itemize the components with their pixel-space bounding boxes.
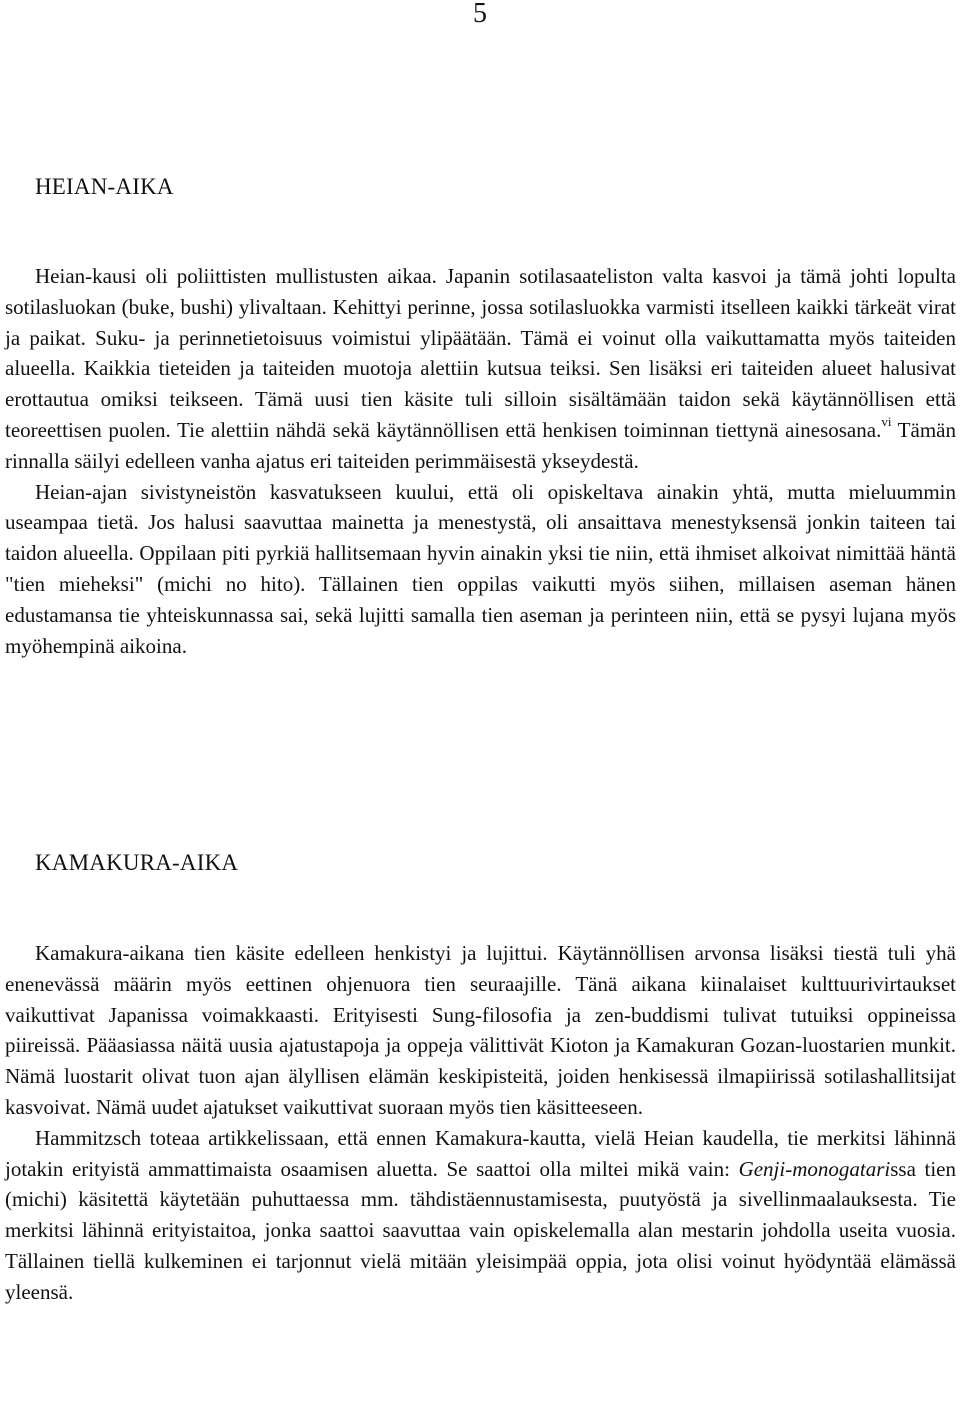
section-heian-body: [5, 261, 956, 661]
paragraph-text: Heian-ajan sivistyneistön kasvatukseen kuului, että oli opiskeltava ainakin yhtä, mutta mieluummin useampaa tietä. Jos halusi saavuttaa mainetta ja menestystä, oli ansaittava menestyksensä jonkin taiteen tai taidon alueella. Oppilaan piti pyrkiä hallitsemaan hyvin ainakin yksi tie niin, että ihmiset alkoivat nimittää häntä "tien mieheksi" (michi no hito). Tällainen tien oppilas vaikutti myös siihen, millaisen aseman hänen edustamansa tie yhteiskunnassa sai, sekä lujitti samalla tien aseman ja perinteen niin, että se pysyi lujana myös myöhempinä aikoina.: [5, 479, 956, 658]
paragraph: [5, 261, 956, 477]
page-number: 5: [473, 0, 487, 29]
work-title: Genji-monogatari: [738, 1156, 891, 1181]
section-heading-kamakura: KAMAKURA-AIKA: [35, 850, 239, 875]
paragraph-text: Kamakura-aikana tien käsite edelleen henkistyi ja lujittui. Käytännöllisen arvonsa lisäksi tiestä tuli yhä enenevässä määrin myös eettinen ohjenuora tien seuraajille. Tänä aikana kiinalaiset kulttuurivirtaukset vaikuttivat Japanissa voimakkaasti. Erityisesti Sung-filosofia ja zen-buddismi tulivat tutuiksi oppineissa piireissä. Pääasiassa näitä uusia ajatustapoja ja oppeja välittivät Kioton ja Kamakuran Gozan-luostarien munkit. Nämä luostarit olivat tuon ajan älyllisen elämän keskipisteitä, joiden henkisessä ilmapiirissä sotilashallitsijat kasvoivat. Nämä uudet ajatukset vaikuttivat suoraan myös tien käsitteeseen.: [5, 941, 956, 1119]
paragraph: [5, 938, 956, 1123]
section-kamakura-body: [5, 938, 956, 1308]
paragraph: [5, 477, 956, 662]
paragraph-text: Tämän rinnalla säilyi edelleen vanha ajatus eri taiteiden perimmäisestä ykseydestä.: [5, 417, 956, 473]
footnote-reference[interactable]: vi: [881, 413, 892, 429]
paragraph-text: Heian-kausi oli poliittisten mullistusten aikaa. Japanin sotilasaateliston valta kasvoi ja tämä johti lopulta sotilasluokan (buke, bushi) ylivaltaan. Kehittyi perinne, jossa sotilasluokka varmisti itselleen kaikki tärkeät virat ja paikat. Suku- ja perinnetietoisuus voimistui ylipäätään. Tämä ei voinut olla vaikuttamatta myös taiteiden alueella. Kaikkia tieteiden ja taiteiden muotoja alettiin kutsua teiksi. Sen lisäksi eri taiteiden alueet halusivat erottautua omiksi teikseen. Tämä uusi tien käsite tuli silloin sisältämään taidon sekä käytännöllisen että teoreettisen puolen. Tie alettiin nähdä sekä käytännöllisen että henkisen toiminnan tiettynä ainesosana.: [5, 264, 956, 442]
section-heading-heian: HEIAN-AIKA: [35, 174, 174, 199]
paragraph-text: Hammitzsch toteaa artikkelissaan, että ennen Kamakura-kautta, vielä Heian kaudella, tie merkitsi lähinnä jotakin erityistä ammattimaista osaamisen aluetta. Se saattoi olla miltei mikä vain:: [5, 1125, 956, 1181]
paragraph: [5, 1123, 956, 1308]
paragraph-text: ssa tien (michi) käsitettä käytetään puhuttaessa mm. tähdistäennustamisesta, puutyöstä ja sivellinmaalauksesta. Tie merkitsi lähinnä erityistaitoa, jonka saattoi saavuttaa vain opiskelemalla alan mestarin johdolla useita vuosia. Tällainen tiellä kulkeminen ei tarjonnut vielä mitään yleisimpää oppia, jota olisi voinut hyödyntää elämässä yleensä.: [5, 1156, 957, 1304]
